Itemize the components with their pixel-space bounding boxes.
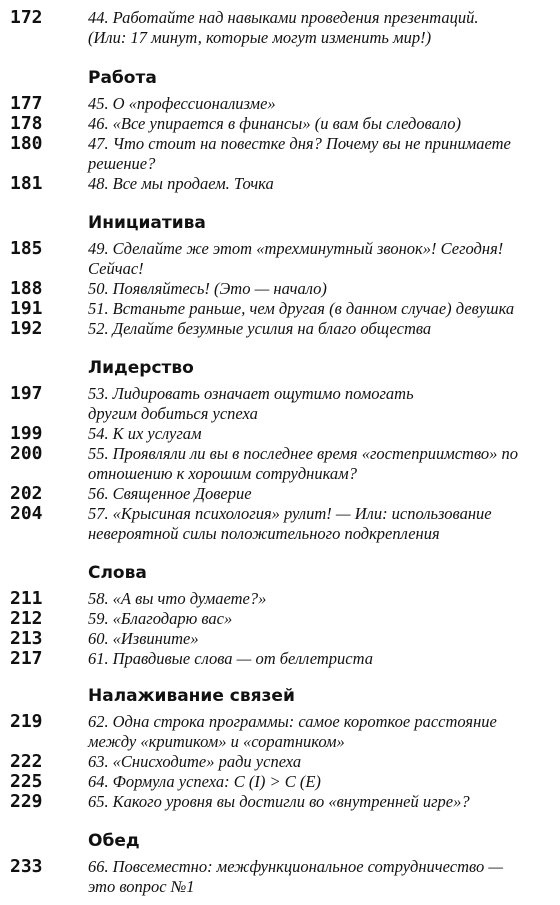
toc-entry bbox=[0, 114, 540, 134]
page-number: 219 bbox=[10, 711, 43, 732]
entry-title: Лидировать означает ощутимо помогать другим добиться успеха bbox=[88, 384, 414, 423]
page-number: 172 bbox=[10, 7, 43, 28]
toc-entry bbox=[0, 484, 540, 504]
entry-title: Правдивые слова — от беллетриста bbox=[112, 649, 373, 668]
page-number: 217 bbox=[10, 648, 43, 669]
entry-number: 55. bbox=[88, 444, 109, 463]
entry-number: 50. bbox=[88, 279, 109, 298]
toc-entry bbox=[0, 174, 540, 194]
section-heading: Обед bbox=[88, 831, 140, 851]
toc-section bbox=[0, 358, 560, 544]
entry-number: 47. bbox=[88, 134, 109, 153]
page-number: 181 bbox=[10, 173, 43, 194]
entry-title: Повсеместно: межфункциональное сотрудничество — это вопрос №1 bbox=[88, 857, 504, 896]
toc-section bbox=[0, 563, 560, 669]
page-number: 204 bbox=[10, 503, 43, 524]
page-number: 185 bbox=[10, 238, 43, 259]
toc-entry bbox=[0, 772, 540, 792]
entry-title: О «профессионализме» bbox=[112, 94, 276, 113]
entry-number: 49. bbox=[88, 239, 109, 258]
entry-number: 53. bbox=[88, 384, 109, 403]
entry-number: 62. bbox=[88, 712, 109, 731]
entry-number: 46. bbox=[88, 114, 109, 133]
entry-title: «Извините» bbox=[112, 629, 199, 648]
page-number: 200 bbox=[10, 443, 43, 464]
entry-title: «Все упирается в финансы» (и вам бы следовало) bbox=[112, 114, 462, 133]
toc-entry bbox=[0, 134, 540, 174]
entry-number: 51. bbox=[88, 299, 109, 318]
toc-entry bbox=[0, 239, 540, 279]
toc-entry bbox=[0, 8, 540, 48]
entry-number: 61. bbox=[88, 649, 109, 668]
page-number: 178 bbox=[10, 113, 43, 134]
entry-title: «Благодарю вас» bbox=[112, 609, 233, 628]
entry-number: 58. bbox=[88, 589, 109, 608]
entry-title: Сделайте же этот «трехминутный звонок»! Сегодня! Сейчас! bbox=[88, 239, 504, 278]
entry-title: Работайте над навыками проведения презентаций. (Или: 17 минут, которые могут изменить мир!) bbox=[88, 8, 479, 47]
entry-number: 57. bbox=[88, 504, 109, 523]
toc-section bbox=[0, 8, 560, 48]
section-heading: Лидерство bbox=[88, 358, 194, 378]
toc-section bbox=[0, 686, 560, 812]
toc-entry bbox=[0, 629, 540, 649]
entry-title: Какого уровня вы достигли во «внутренней игре»? bbox=[112, 792, 470, 811]
toc-entry bbox=[0, 504, 540, 544]
entry-title: Делайте безумные усилия на благо общества bbox=[112, 319, 432, 338]
toc-entry bbox=[0, 792, 540, 812]
entry-number: 63. bbox=[88, 752, 109, 771]
entry-title: «А вы что думаете?» bbox=[112, 589, 267, 608]
entry-number: 45. bbox=[88, 94, 109, 113]
entry-number: 59. bbox=[88, 609, 109, 628]
toc-entry bbox=[0, 319, 540, 339]
entry-title: Появляйтесь! (Это — начало) bbox=[112, 279, 327, 298]
toc-section bbox=[0, 213, 560, 339]
toc-entry bbox=[0, 384, 520, 424]
entry-number: 65. bbox=[88, 792, 109, 811]
entry-number: 56. bbox=[88, 484, 109, 503]
page-number: 225 bbox=[10, 771, 43, 792]
entry-number: 48. bbox=[88, 174, 109, 193]
page-number: 180 bbox=[10, 133, 43, 154]
toc-entry bbox=[0, 649, 540, 669]
section-heading: Слова bbox=[88, 563, 147, 583]
entry-number: 66. bbox=[88, 857, 109, 876]
page-number: 192 bbox=[10, 318, 43, 339]
page-number: 191 bbox=[10, 298, 43, 319]
page-number: 177 bbox=[10, 93, 43, 114]
section-heading: Налаживание связей bbox=[88, 686, 295, 706]
entry-number: 60. bbox=[88, 629, 109, 648]
entry-number: 64. bbox=[88, 772, 109, 791]
toc-entry bbox=[0, 589, 540, 609]
section-heading: Инициатива bbox=[88, 213, 206, 233]
toc-section bbox=[0, 831, 560, 897]
entry-title: Встаньте раньше, чем другая (в данном случае) девушка bbox=[112, 299, 515, 318]
section-heading: Работа bbox=[88, 68, 157, 88]
toc-entry bbox=[0, 279, 540, 299]
entry-title: К их услугам bbox=[112, 424, 202, 443]
page-number: 202 bbox=[10, 483, 43, 504]
page-number: 213 bbox=[10, 628, 43, 649]
toc-entry bbox=[0, 444, 540, 484]
entry-number: 54. bbox=[88, 424, 109, 443]
toc-entry bbox=[0, 299, 540, 319]
toc-section bbox=[0, 68, 560, 194]
toc-entry bbox=[0, 857, 540, 897]
toc-entry bbox=[0, 712, 540, 752]
entry-title: Что стоит на повестке дня? Почему вы не принимаете решение? bbox=[88, 134, 511, 173]
entry-title: Формула успеха: С (I) > С (E) bbox=[112, 772, 321, 791]
entry-title: «Крысиная психология» рулит! — Или: использование невероятной силы положительного подкрепления bbox=[88, 504, 492, 543]
page-number: 199 bbox=[10, 423, 43, 444]
page-number: 188 bbox=[10, 278, 43, 299]
toc-entry bbox=[0, 609, 540, 629]
entry-title: Все мы продаем. Точка bbox=[112, 174, 274, 193]
entry-title: «Снисходите» ради успеха bbox=[112, 752, 302, 771]
toc-entry bbox=[0, 94, 540, 114]
toc-entry bbox=[0, 752, 540, 772]
page-number: 197 bbox=[10, 383, 43, 404]
page-number: 212 bbox=[10, 608, 43, 629]
page-number: 211 bbox=[10, 588, 43, 609]
entry-number: 52. bbox=[88, 319, 109, 338]
entry-title: Священное Доверие bbox=[112, 484, 252, 503]
entry-title: Проявляли ли вы в последнее время «гостеприимство» по отношению к хорошим сотрудникам? bbox=[88, 444, 519, 483]
entry-number: 44. bbox=[88, 8, 109, 27]
page-number: 229 bbox=[10, 791, 43, 812]
page-number: 222 bbox=[10, 751, 43, 772]
page-number: 233 bbox=[10, 856, 43, 877]
toc-entry bbox=[0, 424, 540, 444]
entry-title: Одна строка программы: самое короткое расстояние между «критиком» и «соратником» bbox=[88, 712, 497, 751]
